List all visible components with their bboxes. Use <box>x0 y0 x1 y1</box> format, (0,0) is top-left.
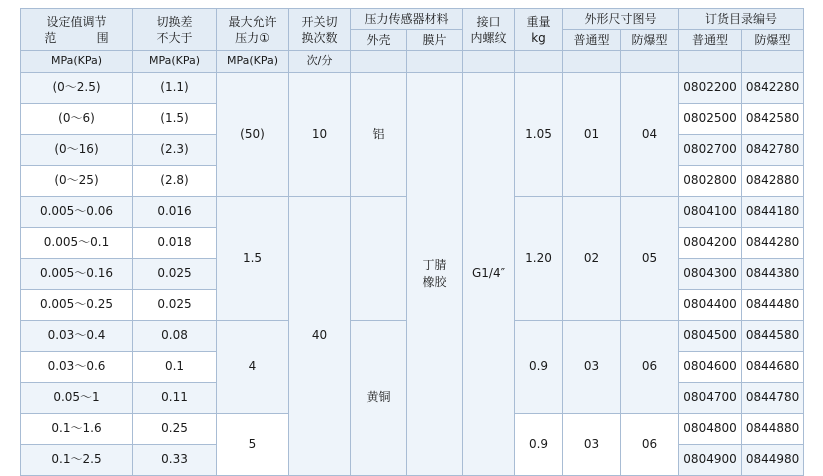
cell-set-range: 0.005～0.16 <box>21 258 133 289</box>
cell-order-ex: 0842880 <box>742 165 804 196</box>
table-row <box>21 72 804 103</box>
header-switch-times-line1: 开关切 <box>301 14 338 29</box>
cell-order-ex: 0844680 <box>742 351 804 382</box>
cell-order-normal: 0802700 <box>679 134 742 165</box>
cell-dim-ex-group4: 06 <box>621 413 679 475</box>
header-dimension: 外形尺寸图号 <box>563 9 679 30</box>
cell-order-ex: 0842580 <box>742 103 804 134</box>
header-sensor-material: 压力传感器材料 <box>351 9 463 30</box>
cell-weight-group4: 0.9 <box>515 413 563 475</box>
cell-interface: G1/4″ <box>463 72 515 475</box>
header-order-normal: 普通型 <box>679 30 742 51</box>
header-max-pressure <box>217 9 289 51</box>
cell-set-range: 0.005～0.25 <box>21 289 133 320</box>
cell-order-normal: 0804700 <box>679 382 742 413</box>
cell-switch-diff: 0.018 <box>133 227 217 258</box>
header-set-range-unit: MPa(KPa) <box>21 51 133 72</box>
header-dimension-ex-spacer <box>621 51 679 72</box>
cell-switch-diff: 0.25 <box>133 413 217 444</box>
cell-dim-ex-group2: 05 <box>621 196 679 320</box>
cell-order-ex: 0844980 <box>742 444 804 475</box>
header-interface-line2: 内螺纹 <box>470 30 507 45</box>
cell-membrane-line1: 丁腈 <box>422 258 447 273</box>
header-membrane-spacer <box>407 51 463 72</box>
cell-order-ex: 0844180 <box>742 196 804 227</box>
cell-weight-group3: 0.9 <box>515 320 563 413</box>
header-interface-spacer <box>463 51 515 72</box>
cell-max-pressure-group2: 1.5 <box>217 196 289 320</box>
header-set-range <box>21 9 133 51</box>
spec-sheet <box>0 8 823 467</box>
cell-membrane-line2: 橡胶 <box>422 274 447 289</box>
cell-dim-normal-group2: 02 <box>563 196 621 320</box>
cell-order-normal: 0804900 <box>679 444 742 475</box>
header-weight <box>515 9 563 51</box>
cell-switch-times-group1: 10 <box>289 72 351 196</box>
header-weight-unit: kg <box>531 30 546 45</box>
cell-set-range: 0.005～0.1 <box>21 227 133 258</box>
specification-table <box>20 8 804 476</box>
cell-set-range: 0.005～0.06 <box>21 196 133 227</box>
cell-dim-ex-group1: 04 <box>621 72 679 196</box>
cell-switch-diff: 0.016 <box>133 196 217 227</box>
cell-set-range: (0～25) <box>21 165 133 196</box>
cell-order-normal: 0804500 <box>679 320 742 351</box>
header-max-pressure-line2: 压力① <box>235 30 270 45</box>
cell-order-normal: 0804800 <box>679 413 742 444</box>
header-order-ex: 防爆型 <box>742 30 804 51</box>
cell-order-ex: 0842780 <box>742 134 804 165</box>
header-order-normal-spacer <box>679 51 742 72</box>
cell-set-range: 0.03～0.4 <box>21 320 133 351</box>
cell-order-ex: 0844280 <box>742 227 804 258</box>
cell-order-normal: 0804100 <box>679 196 742 227</box>
cell-max-pressure-group3: 4 <box>217 320 289 413</box>
header-interface <box>463 9 515 51</box>
cell-weight-group1: 1.05 <box>515 72 563 196</box>
cell-order-normal: 0804300 <box>679 258 742 289</box>
cell-set-range: 0.1～2.5 <box>21 444 133 475</box>
cell-order-ex: 0844380 <box>742 258 804 289</box>
cell-order-ex: 0844780 <box>742 382 804 413</box>
header-switch-diff-line1: 切换差 <box>156 14 193 29</box>
header-switch-times-line2: 换次数 <box>301 30 338 45</box>
table-body <box>21 72 804 475</box>
table-header <box>21 9 804 73</box>
header-row-3 <box>21 51 804 72</box>
cell-order-ex: 0842280 <box>742 72 804 103</box>
header-switch-times-unit: 次/分 <box>289 51 351 72</box>
cell-set-range: (0～6) <box>21 103 133 134</box>
cell-shell-group3: 黄铜 <box>351 320 407 475</box>
header-max-pressure-line1: 最大允许 <box>228 14 277 29</box>
header-dimension-normal-spacer <box>563 51 621 72</box>
cell-dim-normal-group4: 03 <box>563 413 621 475</box>
cell-set-range: 0.03～0.6 <box>21 351 133 382</box>
cell-order-normal: 0804200 <box>679 227 742 258</box>
cell-order-ex: 0844480 <box>742 289 804 320</box>
cell-membrane <box>407 72 463 475</box>
header-set-range-line2: 范 围 <box>44 30 114 45</box>
cell-order-ex: 0844580 <box>742 320 804 351</box>
cell-set-range: (0～16) <box>21 134 133 165</box>
header-dimension-normal: 普通型 <box>563 30 621 51</box>
header-order-ex-spacer <box>742 51 804 72</box>
header-interface-line1: 接口 <box>476 14 501 29</box>
cell-switch-diff: (2.3) <box>133 134 217 165</box>
cell-set-range: (0～2.5) <box>21 72 133 103</box>
cell-shell-group2-spacer <box>351 196 407 320</box>
cell-dim-normal-group1: 01 <box>563 72 621 196</box>
cell-order-normal: 0802800 <box>679 165 742 196</box>
header-weight-line1: 重量 <box>526 14 551 29</box>
header-switch-diff-line2: 不大于 <box>156 30 193 45</box>
header-order-code: 订货目录编号 <box>679 9 804 30</box>
cell-switch-diff: (1.5) <box>133 103 217 134</box>
cell-set-range: 0.05～1 <box>21 382 133 413</box>
cell-order-ex: 0844880 <box>742 413 804 444</box>
cell-dim-ex-group3: 06 <box>621 320 679 413</box>
header-membrane: 膜片 <box>407 30 463 51</box>
header-shell: 外壳 <box>351 30 407 51</box>
cell-weight-group2: 1.20 <box>515 196 563 320</box>
header-switch-diff <box>133 9 217 51</box>
cell-set-range: 0.1～1.6 <box>21 413 133 444</box>
header-dimension-ex: 防爆型 <box>621 30 679 51</box>
cell-max-pressure-group1: (50) <box>217 72 289 196</box>
cell-switch-diff: 0.11 <box>133 382 217 413</box>
header-weight-spacer <box>515 51 563 72</box>
cell-switch-diff: (2.8) <box>133 165 217 196</box>
cell-switch-diff: (1.1) <box>133 72 217 103</box>
cell-switch-diff: 0.08 <box>133 320 217 351</box>
header-max-pressure-unit: MPa(KPa) <box>217 51 289 72</box>
cell-switch-times-group2: 40 <box>289 196 351 475</box>
cell-order-normal: 0804600 <box>679 351 742 382</box>
cell-switch-diff: 0.33 <box>133 444 217 475</box>
cell-order-normal: 0804400 <box>679 289 742 320</box>
cell-shell-group1: 铝 <box>351 72 407 196</box>
cell-order-normal: 0802500 <box>679 103 742 134</box>
cell-dim-normal-group3: 03 <box>563 320 621 413</box>
cell-order-normal: 0802200 <box>679 72 742 103</box>
header-shell-spacer <box>351 51 407 72</box>
header-switch-times <box>289 9 351 51</box>
header-row-1 <box>21 9 804 30</box>
cell-switch-diff: 0.025 <box>133 289 217 320</box>
cell-switch-diff: 0.1 <box>133 351 217 382</box>
header-switch-diff-unit: MPa(KPa) <box>133 51 217 72</box>
cell-max-pressure-group4: 5 <box>217 413 289 475</box>
header-set-range-line1: 设定值调节 <box>46 14 107 29</box>
cell-switch-diff: 0.025 <box>133 258 217 289</box>
